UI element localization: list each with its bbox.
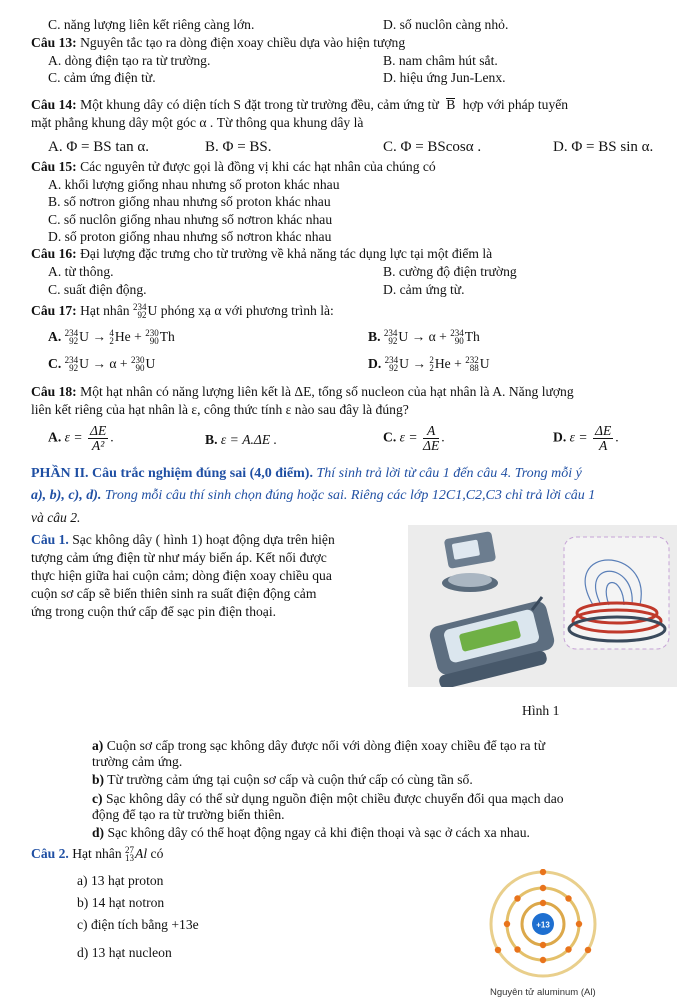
- question-16: [31, 246, 492, 262]
- q14-option-c: C. Φ = BScosα .: [383, 139, 482, 155]
- question-text: Đại lượng đặc trưng cho từ trường về khả năng tác dụng lực tại một điểm là: [80, 246, 493, 261]
- question-text-cont: hợp với pháp tuyến: [462, 97, 569, 112]
- question-number: Câu 17:: [31, 303, 77, 318]
- c1-line-2: tượng cảm ứng điện từ như máy biến áp. Kết nối được: [31, 550, 327, 565]
- c2-heading: Câu 2. Hạt nhân 27 13 Al có: [31, 844, 164, 863]
- question-text: Một hạt nhân có năng lượng liên kết là ΔE, tổng số nucleon của hạt nhân là A. Năng lượng: [80, 384, 574, 399]
- question-number: Câu 13:: [31, 35, 77, 50]
- c2-option-d: d) 13 hạt nucleon: [77, 945, 172, 960]
- q18-line2: liên kết riêng của hạt nhân là ε, công thức tính ε nào sau đây là đúng?: [31, 402, 409, 417]
- wireless-charger-illustration: [408, 525, 677, 687]
- part2-line3: và câu 2.: [31, 510, 81, 525]
- atom-diagram: [488, 869, 598, 979]
- q18-option-a: A. ε = $\frac{\Delta E}{\text{A²}}$ .: [48, 423, 114, 453]
- question-number: Câu 15:: [31, 159, 77, 174]
- q16-option-c: C. suất điện động.: [48, 282, 147, 297]
- question-18: [31, 384, 574, 400]
- nucleus-label: +13: [536, 920, 550, 930]
- question-text: Một khung dây có diện tích S đặt trong từ trường đều, cảm ứng từ: [80, 97, 439, 112]
- q17-option-d: D. 234 92 U → 2 2 He + 232 88 U: [368, 354, 490, 373]
- c1-option-c-line2: động để tạo ra từ trường biến thiên.: [92, 807, 285, 822]
- question-17: Câu 17: Hạt nhân 234 92 U phóng xạ α với phương trình là:: [31, 301, 334, 320]
- q17-option-c: C. 234 92 U → α + 230 90 U: [48, 354, 156, 373]
- c1-option-d: d) Sạc không dây có thể hoạt động ngay cả khi điện thoại và sạc ở cách xa nhau.: [92, 825, 530, 840]
- nuclide-notation: 234 92: [132, 301, 147, 320]
- question-number: Câu 14:: [31, 97, 77, 112]
- c1-line-1: Câu 1. Sạc không dây ( hình 1) hoạt động dựa trên hiện: [31, 532, 335, 547]
- q16-option-b: B. cường độ điện trường: [383, 264, 517, 279]
- q14-option-a: A. Φ = BS tan α.: [48, 139, 150, 155]
- c1-number: Câu 1.: [31, 532, 69, 547]
- q16-option-a: A. từ thông.: [48, 264, 114, 279]
- c1-option-b: b) Từ trường cảm ứng tại cuộn sơ cấp và cuộn thứ cấp có cùng tần số.: [92, 772, 473, 787]
- vector-b: B: [446, 97, 456, 112]
- prev-option-d: D. số nuclôn càng nhỏ.: [383, 17, 509, 32]
- q14-line2: mặt phẳng khung dây một góc α . Từ thông qua khung dây là: [31, 115, 364, 130]
- q18-option-b: B. ε = A.ΔE .: [205, 432, 277, 447]
- c2-option-c: c) điện tích bằng +13e: [77, 917, 199, 932]
- c1-option-a-line2: trường cảm ứng.: [92, 754, 183, 769]
- q13-option-a: A. dòng điện tạo ra từ trường.: [48, 53, 211, 68]
- part2-heading: [31, 466, 582, 482]
- question-text: Nguyên tắc tạo ra dòng điện xoay chiều dựa vào hiện tượng: [80, 35, 406, 50]
- nuclide-notation: 27 13: [125, 844, 135, 863]
- aluminum-atom-figure: [488, 869, 598, 979]
- part2-title: PHẦN II. Câu trắc nghiệm đúng sai (4,0 điểm).: [31, 466, 313, 481]
- question-number: Câu 16:: [31, 246, 77, 261]
- q14-option-d: D. Φ = BS sin α.: [553, 139, 654, 155]
- q18-option-d: D. ε = $\frac{\Delta E}{A}$ .: [553, 423, 619, 453]
- c1-option-a-line1: a) Cuộn sơ cấp trong sạc không dây được nối với dòng điện xoay chiều để tạo ra từ: [92, 738, 546, 753]
- q13-option-d: D. hiệu ứng Jun-Lenx.: [383, 70, 506, 85]
- q17-option-a: A. 234 92 U → 4 2 He + 230 90 Th: [48, 327, 175, 346]
- q15-option-b: B. số nơtron giống nhau nhưng số proton khác nhau: [48, 194, 331, 209]
- part2-instructions: Thí sinh trả lời từ câu 1 đến câu 4. Trong mỗi ý: [316, 466, 582, 481]
- c2-option-a: a) 13 hạt proton: [77, 873, 164, 888]
- wireless-charger-figure: [408, 525, 677, 687]
- c1-line-3: thực hiện giữa hai cuộn cảm; dòng điện xoay chiều qua: [31, 568, 332, 583]
- c1-option-c-line1: c) Sạc không dây có thể sử dụng nguồn điện một chiều được chuyển đổi qua mạch dao: [92, 791, 564, 806]
- question-15: [31, 159, 436, 175]
- figure-caption: Hình 1: [522, 703, 560, 718]
- q15-option-c: C. số nuclôn giống nhau nhưng số nơtron khác nhau: [48, 212, 333, 227]
- question-13: [31, 35, 405, 51]
- part2-line2: a), b), c), d). Trong mỗi câu thí sinh chọn đúng hoặc sai. Riêng các lớp 12C1,C2,C3 chỉ trả lời câu 1: [31, 488, 596, 503]
- c1-line-4: cuộn sơ cấp sẽ biến thiên sinh ra suất điện động cảm: [31, 586, 317, 601]
- q13-option-c: C. cảm ứng điện từ.: [48, 70, 156, 85]
- question-14: [31, 97, 568, 113]
- c2-option-b: b) 14 hạt notron: [77, 895, 165, 910]
- c1-line-5: ứng trong cuộn thứ cấp để sạc pin điện thoại.: [31, 604, 277, 619]
- q15-option-d: D. số proton giống nhau nhưng số nơtron khác nhau: [48, 229, 332, 244]
- q16-option-d: D. cảm ứng từ.: [383, 282, 465, 297]
- question-number: Câu 18:: [31, 384, 77, 399]
- q18-option-c: C. ε = $\frac{A}{\Delta E}$ .: [383, 423, 445, 453]
- prev-option-c: C. năng lượng liên kết riêng càng lớn.: [48, 17, 255, 32]
- q17-option-b: B. 234 92 U → α + 234 90 Th: [368, 327, 480, 346]
- q14-option-b: B. Φ = BS.: [205, 139, 272, 155]
- atom-caption: Nguyên tử aluminum (Al): [490, 987, 596, 998]
- question-text: Các nguyên tử được gọi là đồng vị khi các hạt nhân của chúng có: [80, 159, 436, 174]
- q13-option-b: B. nam châm hút sắt.: [383, 53, 498, 68]
- c2-number: Câu 2.: [31, 846, 69, 861]
- vector-arrow-icon: [446, 98, 455, 99]
- q15-option-a: A. khối lượng giống nhau nhưng số proton khác nhau: [48, 177, 340, 192]
